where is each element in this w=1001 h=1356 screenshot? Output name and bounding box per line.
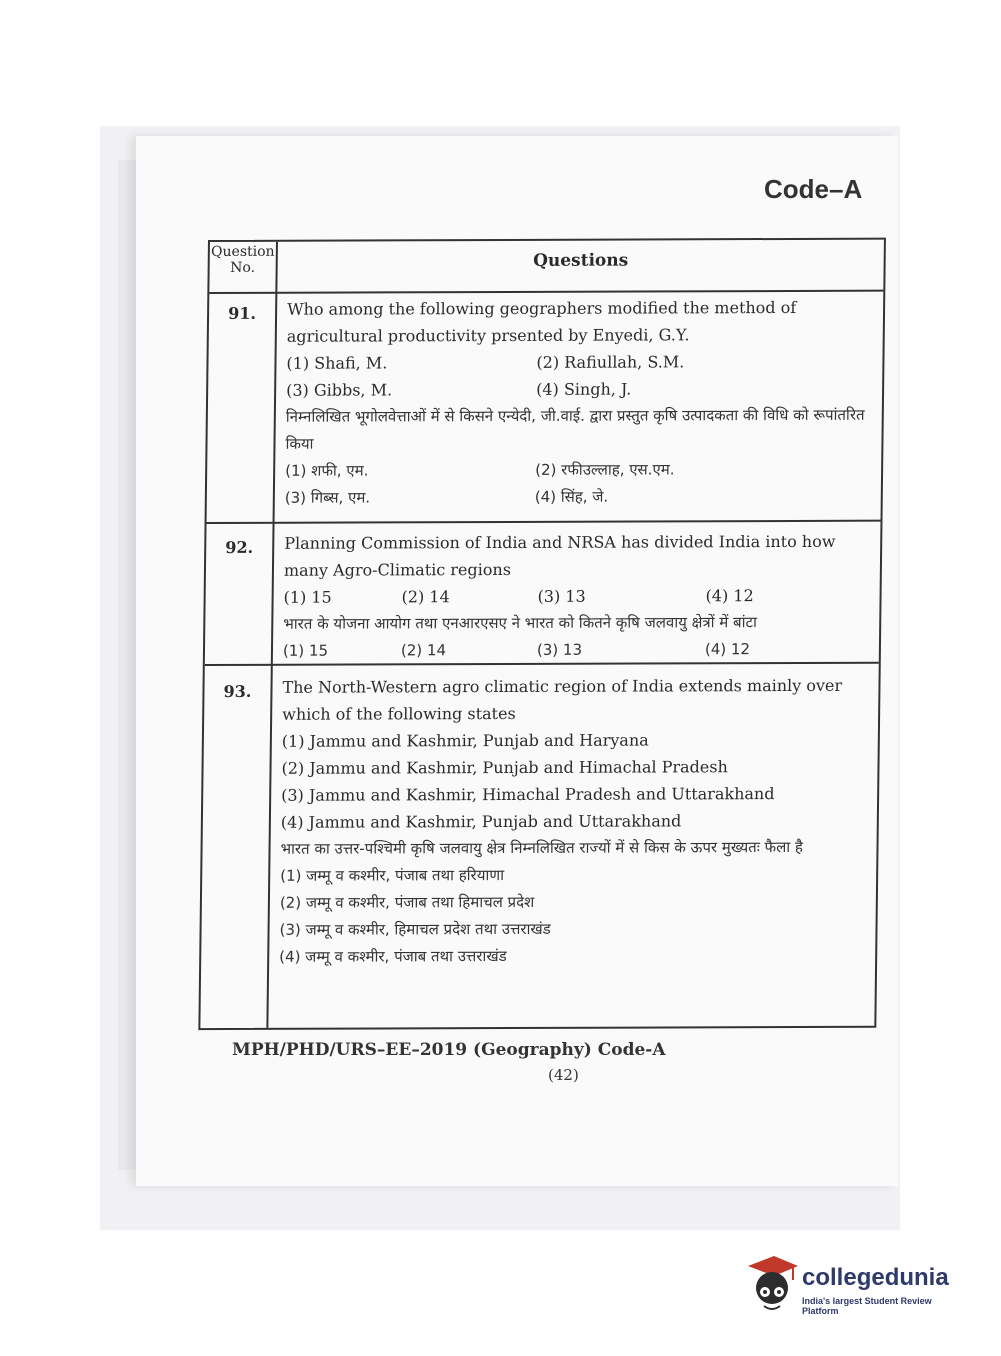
option: (2) Jammu and Kashmir, Punjab and Himachal Pradesh: [281, 757, 728, 778]
question-text-en: The North-Western agro climatic region of India extends mainly over which of the following states: [282, 675, 843, 724]
option: (2) जम्मू व कश्मीर, पंजाब तथा हिमाचल प्रदेश: [279, 892, 535, 912]
question-text-hi: भारत के योजना आयोग तथा एनआरएसए ने भारत को कितने कृषि जलवायु क्षेत्रों में बांटा: [283, 613, 758, 633]
question-92: [283, 528, 875, 665]
option: (2) 14: [400, 641, 447, 660]
option: (3) गिब्स, एम.: [284, 488, 371, 507]
question-91: [285, 294, 878, 512]
question-text-hi: निम्नलिखित भूगोलवेत्ताओं में से किसने एन्येदी, जी.वाई. द्वारा प्रस्तुत कृषि उत्पादकता की विधि को रूपांतरित किया: [285, 405, 865, 453]
question-text-en: Planning Commission of India and NRSA has divided India into how many Agro-Climatic regions: [283, 531, 836, 580]
option: (1) 15: [283, 587, 332, 607]
option: (4) 12: [704, 640, 751, 659]
option: (3) Gibbs, M.: [286, 380, 393, 400]
option: (4) Jammu and Kashmir, Punjab and Uttarakhand: [280, 811, 682, 832]
question-93: [279, 672, 873, 971]
mascot-icon: [740, 1252, 800, 1322]
option: (2) 14: [401, 587, 450, 607]
option: (1) 15: [282, 641, 329, 660]
option: (4) Singh, J.: [536, 379, 632, 399]
option: (3) Jammu and Kashmir, Himachal Pradesh and Uttarakhand: [281, 784, 775, 805]
option: (3) 13: [537, 586, 586, 606]
option: (1) शफी, एम.: [285, 461, 369, 480]
brand-name: collegedunia: [802, 1264, 949, 1291]
footer-code-line: MPH/PHD/URS–EE–2019 (Geography) Code-A: [232, 1040, 666, 1060]
option: (1) Jammu and Kashmir, Punjab and Haryana: [281, 730, 649, 751]
question-table: [198, 238, 886, 1030]
page-number: (42): [548, 1066, 579, 1084]
collegedunia-watermark: [740, 1252, 970, 1322]
option: (4) 12: [705, 586, 754, 606]
question-text-hi: भारत का उत्तर-पश्चिमी कृषि जलवायु क्षेत्र निम्नलिखित राज्यों में से किस के ऊपर मुख्यतः फैला है: [280, 837, 804, 858]
brand-tagline: India's largest Student Review Platform: [802, 1296, 932, 1316]
option: (4) सिंह, जे.: [534, 487, 609, 506]
question-number: 93.: [223, 681, 252, 701]
option: (1) जम्मू व कश्मीर, पंजाब तथा हरियाणा: [280, 866, 505, 885]
column-header-question-no: Question No.: [210, 243, 275, 276]
option: (4) जम्मू व कश्मीर, पंजाब तथा उत्तराखंड: [279, 947, 507, 966]
option: (1) Shafi, M.: [286, 353, 388, 373]
question-number: 92.: [225, 537, 254, 557]
column-divider: [266, 242, 278, 1028]
row-divider: [207, 520, 881, 524]
option: (2) Rafiullah, S.M.: [536, 352, 685, 372]
option: (3) जम्मू व कश्मीर, हिमाचल प्रदेश तथा उत्तराखंड: [279, 919, 551, 939]
code-label: Code–A: [764, 174, 863, 204]
question-text-en: Who among the following geographers modified the method of agricultural productivity prsented by Enyedi, G.Y.: [286, 297, 797, 346]
option: (2) रफीउल्लाह, एस.एम.: [535, 460, 675, 479]
column-header-questions: Questions: [533, 250, 629, 271]
question-number: 91.: [228, 303, 257, 323]
option: (3) 13: [536, 640, 583, 659]
